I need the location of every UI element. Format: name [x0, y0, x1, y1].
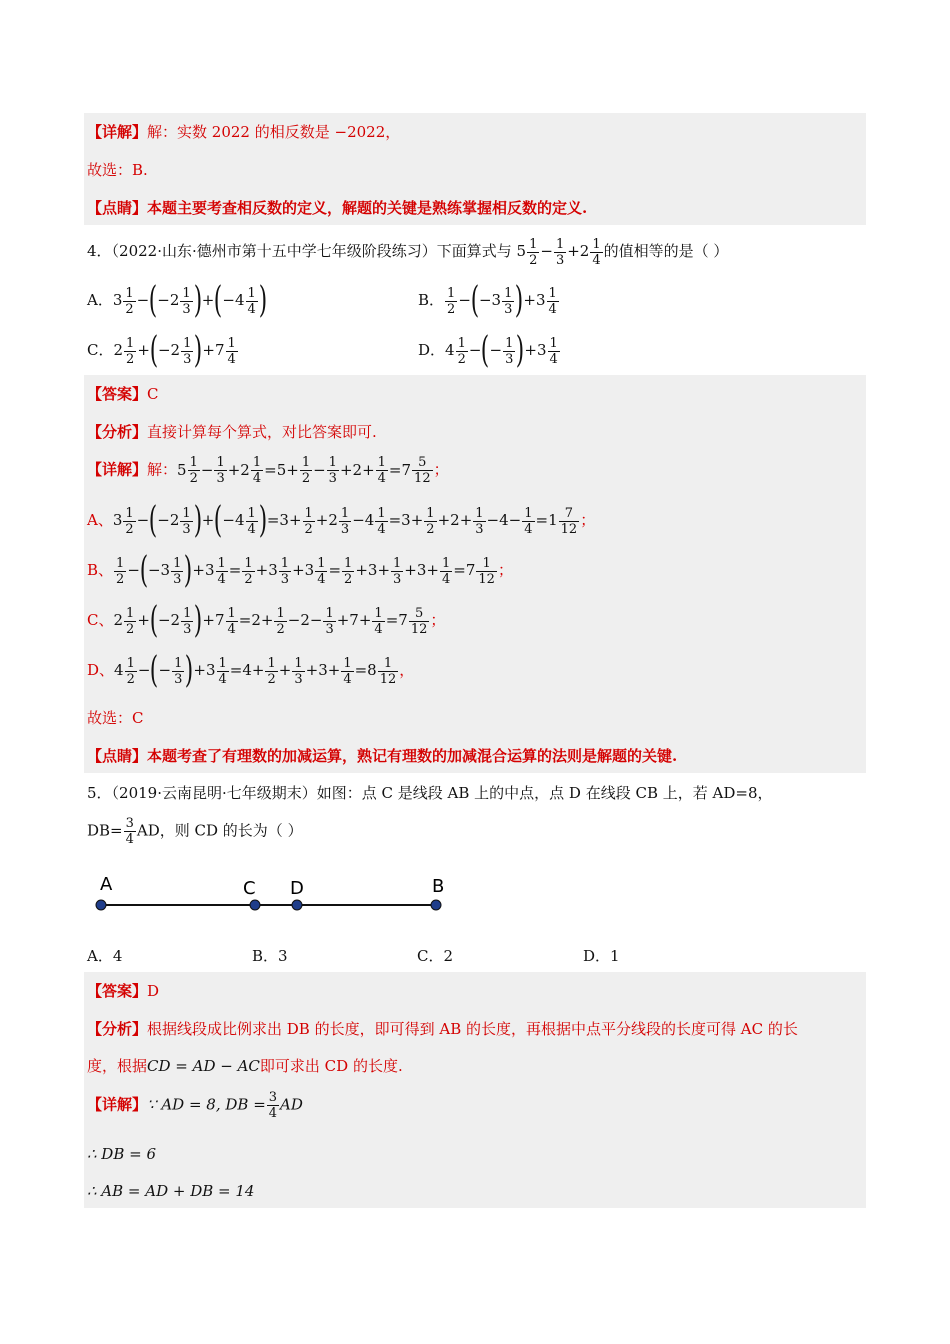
q5-detail-line2: ∴ DB = 6: [87, 1145, 157, 1163]
label-a: A: [100, 874, 113, 895]
point-b: [431, 900, 441, 910]
q5-detail-line1: 【详解】∵ AD = 8, DB = $\frac{3}{4}$ AD: [87, 1090, 303, 1121]
q4-option-c: C．2 $\frac{1}{2}$ +(−2 $\frac{1}{3}$ )+7 $\frac{1}{4}$: [87, 330, 236, 371]
q5-analysis-line2: 度，根据CD = AD − AC即可求出 CD 的长度.: [87, 1057, 403, 1075]
q4-step-c: C、2 $\frac{1}{2}$ +(−2 $\frac{1}{3}$ )+7 $\frac{1}{4}$ =2+ $\frac{1}{2}$ −2− $\frac{1}{3}$ +7+ $\frac{1}{4}$ =7 $\frac{5}{12}$ ；: [87, 600, 446, 641]
q4-stem: 4．（2022·山东·德州市第十五中学七年级阶段练习）下面算式与 5 $\frac{1}{2}$ − $\frac{1}{3}$ +2 $\frac{1}{4}$ 的值相等的是（ ）: [87, 236, 729, 268]
q5-analysis-line1: 【分析】根据线段成比例求出 DB 的长度，即可得到 AB 的长度，再根据中点平分线段的长度可得 AC 的长: [87, 1020, 798, 1038]
q4-answer: 【答案】C: [87, 385, 159, 403]
q3-detail: 【详解】解：实数 2022 的相反数是 −2022，: [87, 123, 401, 141]
q4-option-b: B． $\frac{1}{2}$ −(−3 $\frac{1}{3}$ )+3 $\frac{1}{4}$: [418, 280, 557, 321]
q3-note: 【点睛】本题主要考查相反数的定义，解题的关键是熟练掌握相反数的定义.: [87, 199, 588, 217]
q4-step-b: B、 $\frac{1}{2}$ −(−3 $\frac{1}{3}$ )+3 $\frac{1}{4}$ = $\frac{1}{2}$ +3 $\frac{1}{3}$ +3 $\frac{1}{4}$ = $\frac{1}{2}$ +3+ $\frac{1}{3}$ +3+ $\frac{1}{4}$ =7 $\frac{1}{12}$ ；: [87, 550, 513, 591]
q4-step-d: D、4 $\frac{1}{2}$ −(− $\frac{1}{3}$ )+3 $\frac{1}{4}$ =4+ $\frac{1}{2}$ + $\frac{1}{3}$ +3+ $\frac{1}{4}$ =8 $\frac{1}{12}$ ，: [87, 650, 415, 691]
q4-detail: 【详解】解：5 $\frac{1}{2}$ − $\frac{1}{3}$ +2 $\frac{1}{4}$ =5+ $\frac{1}{2}$ − $\frac{1}{3}$ +2+ $\frac{1}{4}$ =7 $\frac{5}{12}$ ；: [87, 455, 449, 486]
point-a: [96, 900, 106, 910]
q5-stem-line1: 5．（2019·云南昆明·七年级期末）如图：点 C 是线段 AB 上的中点，点 D 在线段 CB 上，若 AD=8，: [87, 784, 773, 802]
q4-step-a: A、3 $\frac{1}{2}$ −(−2 $\frac{1}{3}$ )+(−4 $\frac{1}{4}$ )=3+ $\frac{1}{2}$ +2 $\frac{1}{3}$ −4 $\frac{1}{4}$ =3+ $\frac{1}{2}$ +2+ $\frac{1}{3}$ −4− $\frac{1}{4}$ =1 $\frac{7}{12}$ ；: [87, 500, 596, 541]
q5-stem-line2: DB= $\frac{3}{4}$ AD，则 CD 的长为（ ）: [87, 816, 303, 847]
label-d: D: [290, 878, 304, 899]
segment-figure: [90, 870, 470, 920]
label-b: B: [432, 876, 445, 897]
q5-option-b: B．3: [252, 947, 288, 965]
q5-answer: 【答案】D: [87, 982, 160, 1000]
q4-note: 【点睛】本题考查了有理数的加减运算，熟记有理数的加减混合运算的法则是解题的关键.: [87, 747, 678, 765]
q4-analysis: 【分析】直接计算每个算式，对比答案即可.: [87, 423, 377, 441]
q5-option-d: D．1: [583, 947, 620, 965]
point-d: [292, 900, 302, 910]
point-c: [250, 900, 260, 910]
q5-option-c: C．2: [417, 947, 454, 965]
q4-option-d: D．4 $\frac{1}{2}$ −(− $\frac{1}{3}$ )+3 $\frac{1}{4}$: [418, 330, 558, 371]
q4-option-a: A．3 $\frac{1}{2}$ −(−2 $\frac{1}{3}$ )+(−4 $\frac{1}{4}$ ): [87, 280, 268, 321]
q4-choose: 故选：C: [87, 709, 144, 727]
q5-detail-line3: ∴ AB = AD + DB = 14: [87, 1182, 255, 1200]
label-c: C: [243, 878, 256, 899]
q5-option-a: A．4: [87, 947, 123, 965]
q3-choose: 故选：B.: [87, 161, 148, 179]
